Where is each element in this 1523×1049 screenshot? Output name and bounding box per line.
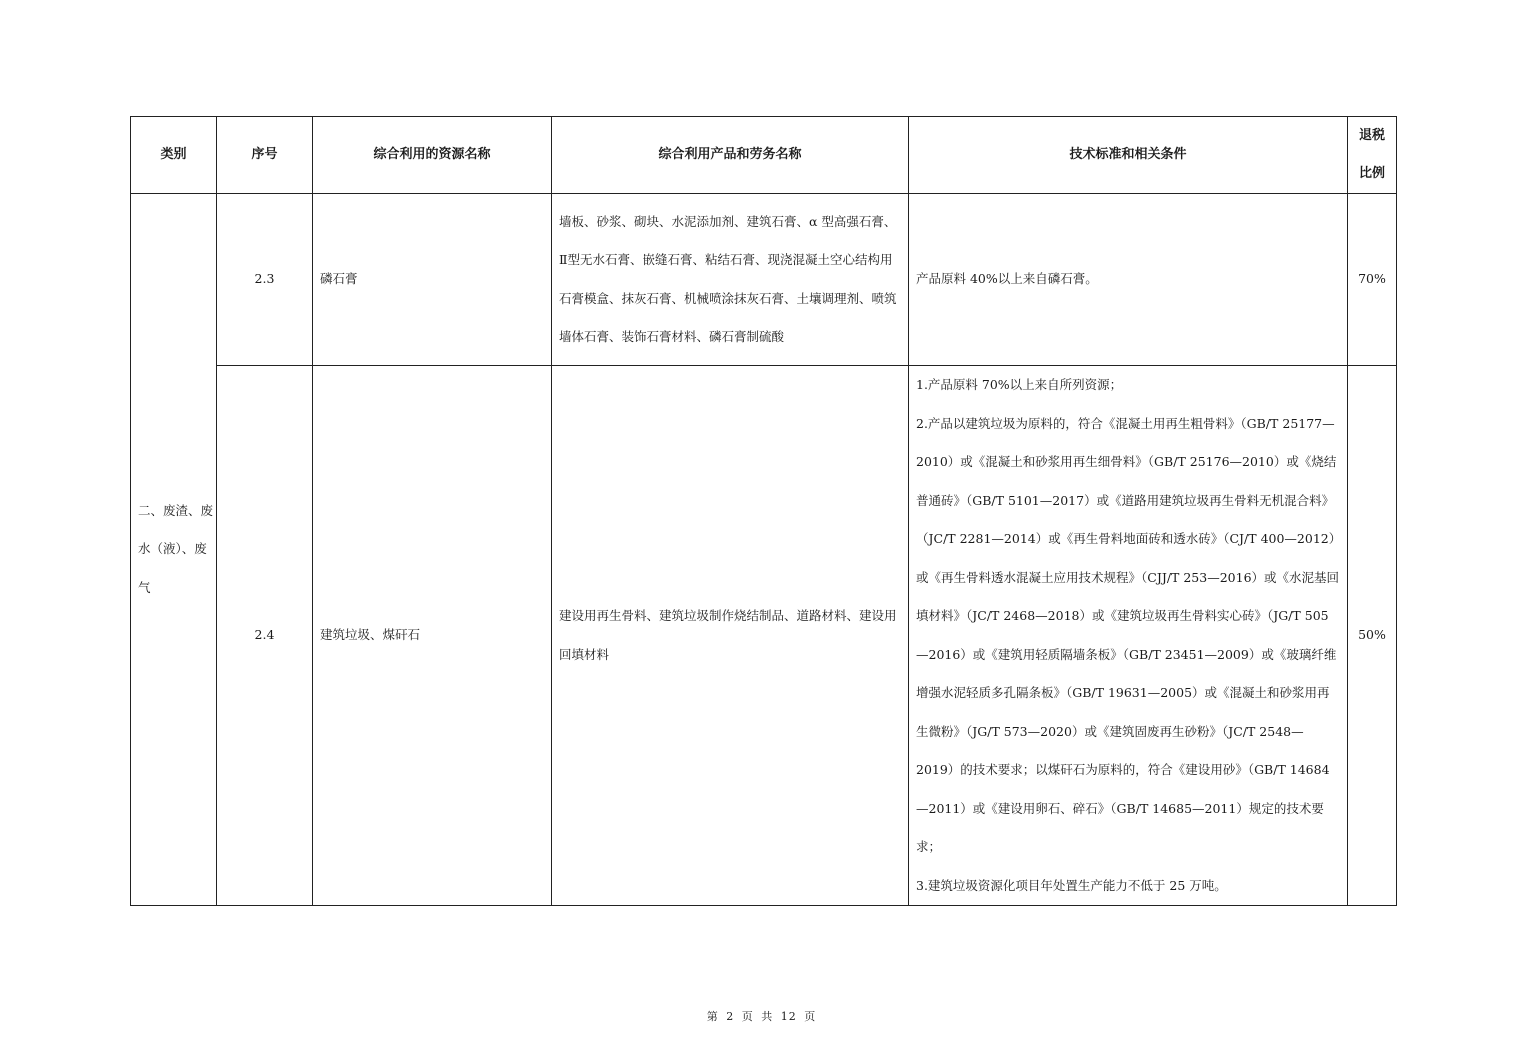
seq-cell: 2.4 <box>217 366 313 906</box>
standard-cell <box>909 366 1348 906</box>
table-row <box>131 366 1397 906</box>
ratio-cell: 70% <box>1348 194 1397 366</box>
ratio-cell: 50% <box>1348 366 1397 906</box>
tax-refund-table <box>130 116 1397 906</box>
header-product: 综合利用产品和劳务名称 <box>552 117 909 194</box>
header-ratio-line2: 比例 <box>1358 166 1385 181</box>
standard-item: 2.产品以建筑垃圾为原料的，符合《混凝土用再生粗骨料》（GB/T 25177—2010）或《混凝土和砂浆用再生细骨料》（GB/T 25176—2010）或《烧结普通砖》（GB/T 5101—2017）或《道路用建筑垃圾再生骨料无机混合料》（JC/T 2281—2014）或《再生骨料地面砖和透水砖》（CJ/T 400—2012）或《再生骨料透水混凝土应用技术规程》（CJJ/T 253—2016）或《水泥基回填材料》（JC/T 2468—2018）或《建筑垃圾再生骨料实心砖》（JG/T 505—2016）或《建筑用轻质隔墙条板》（GB/T 23451—2009）或《玻璃纤维增强水泥轻质多孔隔条板》（GB/T 19631—2005）或《混凝土和砂浆用再生微粉》（JG/T 573—2020）或《建筑固废再生砂粉》（JC/T 2548—2019）的技术要求；以煤矸石为原料的，符合《建设用砂》（GB/T 14684—2011）或《建设用卵石、碎石》（GB/T 14685—2011）规定的技术要求； <box>916 415 1340 854</box>
header-resource: 综合利用的资源名称 <box>313 117 552 194</box>
header-ratio-line1: 退税 <box>1358 128 1385 143</box>
standard-item: 1.产品原料 70%以上来自所列资源； <box>916 377 1123 392</box>
standard-item: 3.建筑垃圾资源化项目年处置生产能力不低于 25 万吨。 <box>916 877 1227 893</box>
header-standard: 技术标准和相关条件 <box>909 117 1348 194</box>
page-footer: 第 2 页 共 12 页 <box>706 1010 817 1023</box>
header-ratio <box>1348 117 1397 194</box>
header-category: 类别 <box>131 117 217 194</box>
seq-cell: 2.3 <box>217 194 313 366</box>
table-row <box>131 194 1397 366</box>
resource-cell: 磷石膏 <box>313 194 552 366</box>
category-text: 二、废渣、废水（液）、废气 <box>138 502 214 595</box>
table-header-row <box>131 117 1397 194</box>
product-cell: 建设用再生骨料、建筑垃圾制作烧结制品、道路材料、建设用回填材料 <box>552 366 909 906</box>
standard-cell: 产品原料 40%以上来自磷石膏。 <box>909 194 1348 366</box>
resource-cell: 建筑垃圾、煤矸石 <box>313 366 552 906</box>
header-seq: 序号 <box>217 117 313 194</box>
product-cell: 墙板、砂浆、砌块、水泥添加剂、建筑石膏、α 型高强石膏、Ⅱ型无水石膏、嵌缝石膏、粘结石膏、现浇混凝土空心结构用石膏模盒、抹灰石膏、机械喷涂抹灰石膏、土壤调理剂、喷筑墙体石膏、装饰石膏材料、磷石膏制硫酸 <box>552 194 909 366</box>
category-cell <box>131 194 217 906</box>
